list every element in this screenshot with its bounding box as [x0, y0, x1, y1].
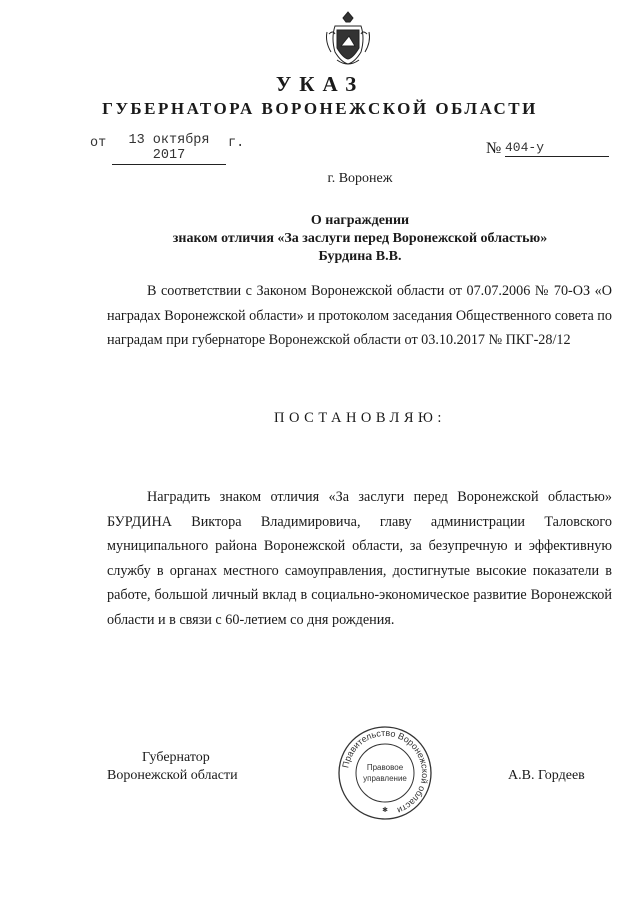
subject-line-1: О награждении [310, 213, 410, 228]
stamp-inner-line-1: Правовое [366, 763, 404, 772]
subject-line-2: знаком отличия «За заслуги перед Воронежской областью» [172, 231, 548, 246]
number-sign: № [486, 140, 502, 157]
stamp-star-icon: ✱ [382, 806, 388, 814]
award-text: Наградить знаком отличия «За заслуги перед Воронежской областью» БУРДИНА Виктора Владимировича, главу администрации Таловского муниципального района Воронежской области, за безупречную и эффективную службу в органах местного самоуправления, достигнутые высокие показатели в работе, большой личный вклад в социально-экономическое развитие Воронежской области и в связи с 60-летием со дня рождения. [107, 489, 612, 628]
preamble-text: В соответствии с Законом Воронежской области от 07.07.2006 № 70-ОЗ «О наградах Воронежской области» и протоколом заседания Общественного совета по наградам при губернаторе Воронежской области от 03.10.2017 № ПКГ-28/12 [107, 283, 612, 349]
stamp-inner-line-2: управление [363, 774, 407, 783]
date-suffix: г. [228, 136, 245, 151]
document-number: 404-у [505, 140, 609, 157]
decree-heading: ПОСТАНОВЛЯЮ: [274, 410, 446, 426]
subject-line-3: Бурдина В.В. [318, 249, 402, 264]
signatory-position-line-1: Губернатор [142, 750, 210, 765]
document-subtitle: ГУБЕРНАТОРА ВОРОНЕЖСКОЙ ОБЛАСТИ [102, 99, 538, 118]
coat-of-arms-emblem [323, 8, 373, 68]
date-prefix: от [90, 136, 107, 151]
award-paragraph [107, 485, 612, 633]
official-stamp [335, 723, 435, 823]
signatory-position-line-2: Воронежской области [107, 768, 238, 783]
signatory-name: А.В. Гордеев [508, 768, 585, 783]
stamp-outer-text: Правительство Воронежской области [340, 727, 431, 816]
document-title: УКАЗ [275, 72, 365, 96]
city-label: г. Воронеж [327, 171, 393, 186]
preamble-paragraph [107, 279, 612, 353]
date-value: 13 октября 2017 [112, 133, 226, 165]
